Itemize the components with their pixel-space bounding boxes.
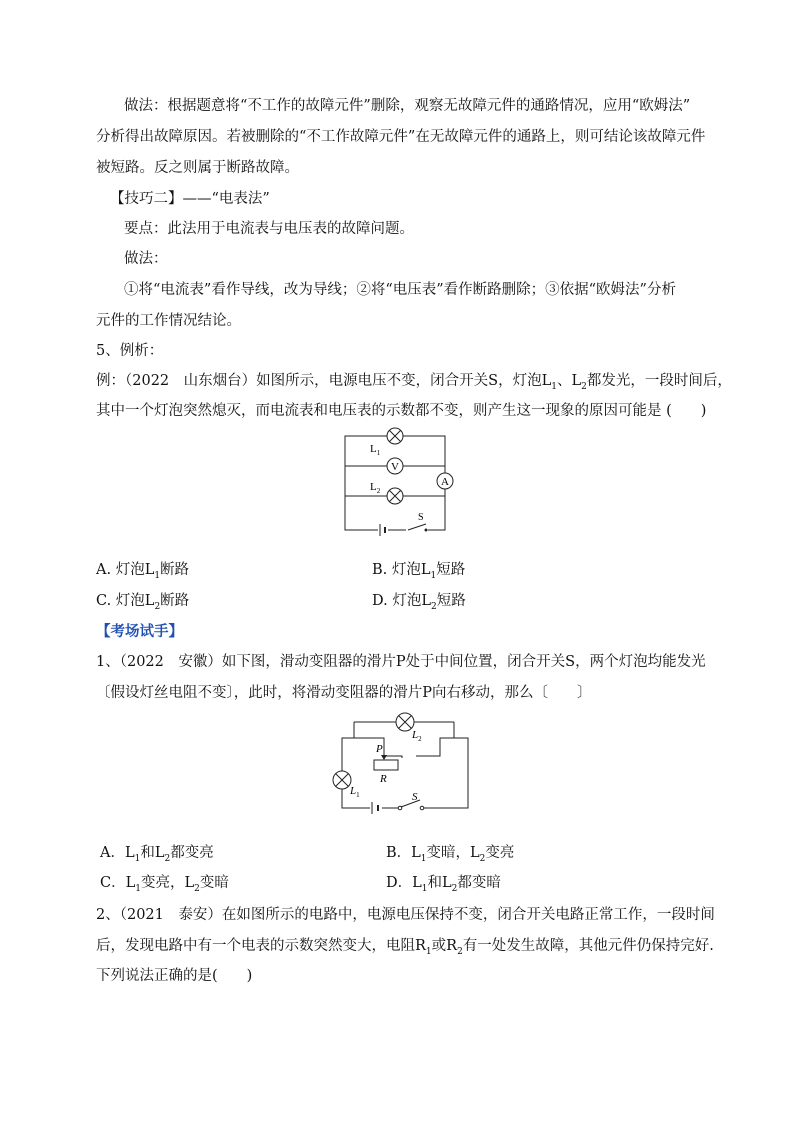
label-r: R bbox=[380, 773, 387, 785]
option-c: C．$L_1$变亮，$L_2$变暗 bbox=[100, 875, 229, 894]
label-p: P bbox=[376, 743, 383, 755]
battery bbox=[370, 802, 382, 814]
option-c: C. 灯泡$L_2$断路 bbox=[96, 593, 190, 612]
svg-text:V: V bbox=[391, 461, 399, 473]
option-d: D. 灯泡$L_2$短路 bbox=[372, 593, 466, 612]
example-line: 其中一个灯泡突然熄灭，而电流表和电压表的示数都不变，则产生这一现象的原因可能是 ( ) bbox=[96, 403, 707, 419]
label-l1: $L_1$ bbox=[350, 785, 360, 799]
text-line: 分析得出故障原因。若被删除的“不工作故障元件”在无故障元件的通路上，则可结论该故障元件 bbox=[96, 129, 706, 145]
circuit-diagram-2 bbox=[328, 710, 474, 818]
text-line: 做法： bbox=[124, 251, 168, 267]
option-b: B．$L_1$变暗，$L_2$变亮 bbox=[386, 845, 515, 864]
option-d: D．$L_1$和$L_2$都变暗 bbox=[386, 875, 501, 894]
lamp-l1 bbox=[333, 771, 351, 789]
question-line: 下列说法正确的是( ) bbox=[96, 968, 253, 984]
ammeter bbox=[437, 473, 453, 489]
lamp-l2 bbox=[387, 488, 403, 504]
switch bbox=[406, 512, 428, 532]
svg-text:S: S bbox=[412, 791, 418, 803]
section-heading: 【技巧二】——“电表法” bbox=[110, 191, 270, 207]
text-line: 被短路。反之则属于断路故障。 bbox=[96, 160, 299, 176]
label-l1: $L_1$ bbox=[370, 443, 381, 457]
switch bbox=[398, 791, 424, 812]
option-b: B. 灯泡$L_1$短路 bbox=[372, 562, 466, 581]
text-line: 5、例析： bbox=[96, 343, 164, 359]
question-line: 〔假设灯丝电阻不变〕，此时，将滑动变阻器的滑片P向右移动，那么〔 〕 bbox=[96, 685, 592, 701]
text-line: ①将“电流表”看作导线，改为导线；②将“电压表”看作断路删除；③依据“欧姆法”分析 bbox=[124, 282, 676, 298]
option-a: A. 灯泡$L_1$断路 bbox=[96, 562, 190, 581]
lamp-l1 bbox=[387, 428, 403, 444]
voltmeter bbox=[387, 458, 403, 474]
text-line: 做法：根据题意将“不工作的故障元件”删除，观察无故障元件的通路情况，应用“欧姆法” bbox=[124, 98, 691, 114]
section-title: 【考场试手】 bbox=[96, 624, 183, 640]
battery bbox=[378, 524, 388, 536]
circuit-diagram-1 bbox=[340, 428, 460, 538]
label-l2: $L_2$ bbox=[370, 481, 381, 495]
question-line: 后，发现电路中有一个电表的示数突然变大，电阻$R_1$或$R_2$有一处发生故障，其他元件仍保持完好. bbox=[96, 938, 714, 957]
option-a: A．$L_1$和$L_2$都变亮 bbox=[100, 845, 214, 864]
svg-text:A: A bbox=[441, 476, 449, 488]
question-line: 2、（2021 泰安）在如图所示的电路中，电源电压保持不变，闭合开关电路正常工作，一段时间 bbox=[96, 907, 715, 923]
text-line: 要点：此法用于电流表与电压表的故障问题。 bbox=[124, 221, 414, 237]
text-line: 元件的工作情况结论。 bbox=[96, 313, 241, 329]
question-line: 1、（2022 安徽）如下图，滑动变阻器的滑片P处于中间位置，闭合开关S，两个灯泡均能发光 bbox=[96, 654, 706, 670]
svg-text:S: S bbox=[418, 512, 424, 523]
label-l2: $L_2$ bbox=[412, 729, 422, 743]
example-line: 例：（2022 山东烟台）如图所示，电源电压不变，闭合开关S，灯泡$L_1$、$L_2$都发光，一段时间后， bbox=[96, 373, 732, 392]
